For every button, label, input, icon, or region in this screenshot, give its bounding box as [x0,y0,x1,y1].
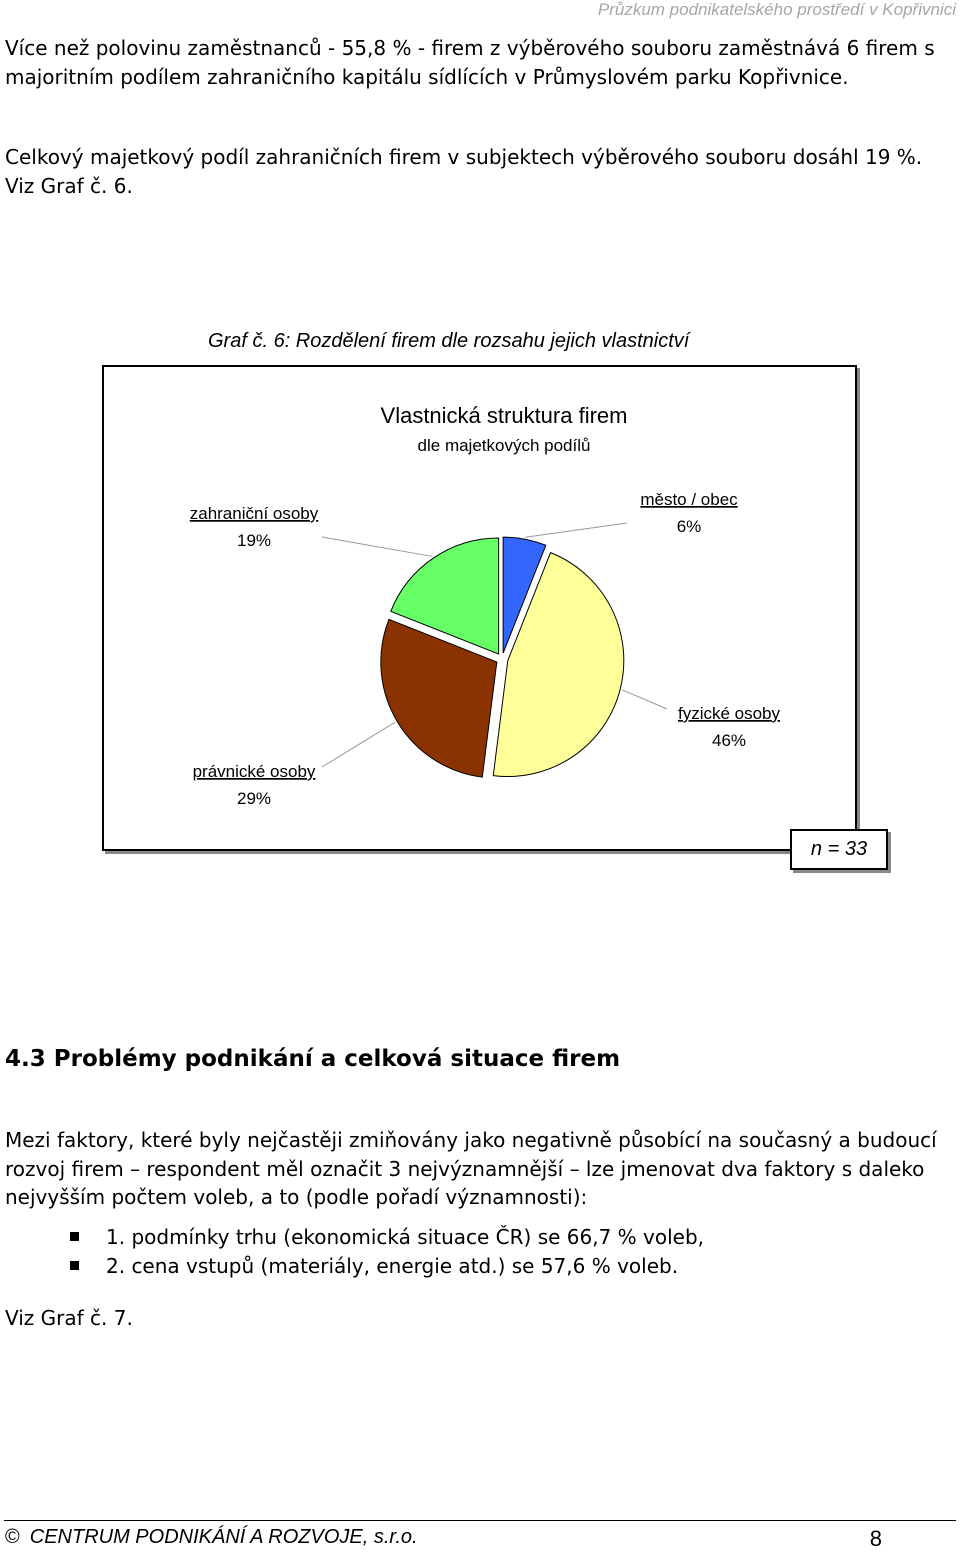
bullet-icon [70,1261,79,1270]
slice-label: město / obec [640,490,738,509]
slice-value-label: 29% [236,789,272,808]
figure-caption: Graf č. 6: Rozdělení firem dle rozsahu jejich vlastnictví [208,330,690,352]
slice-value-label: 46% [711,731,747,750]
leader-line [322,537,432,556]
list-item-text: 1. podmínky trhu (ekonomická situace ČR) se 66,7 % voleb, [106,1225,705,1249]
copyright-icon: © [5,1526,20,1548]
factor-list [68,1223,704,1280]
page-number: 8 [869,1526,882,1551]
slice-value-label: 19% [236,531,272,550]
bullet-icon [70,1232,79,1241]
running-header: Průzkum podnikatelského prostředí v Kopřivnici [597,0,956,19]
paragraph-employees: Více než polovinu zaměstnanců - 55,8 % - firem z výběrového souboru zaměstnává 6 firem s majoritním podílem zahraničního kapitálu sídlících v Průmyslovém parku Kopřivnice. [5,36,935,89]
sample-size-box [790,829,888,870]
list-item [68,1252,704,1281]
slice-label: zahraniční osoby [189,504,319,523]
footer-company-name: CENTRUM PODNIKÁNÍ A ROZVOJE, s.r.o. [29,1526,418,1548]
leader-line [322,722,395,767]
paragraph-foreign-share: Celkový majetkový podíl zahraničních firem v subjektech výběrového souboru dosáhl 19 %. Viz Graf č. 6. [5,145,923,198]
footer-company [5,1526,418,1549]
slice-value-label: 6% [676,517,702,536]
pie-chart [104,367,855,849]
sample-size-label: n = 33 [810,838,868,860]
chart-title: Vlastnická struktura firem [380,403,628,428]
leader-line [622,690,667,709]
slice-label: fyzické osoby [677,704,781,723]
paragraph-factors: Mezi faktory, které byly nejčastěji zmiňovány jako negativně působící na současný a budoucí rozvoj firem – respondent měl označit 3 nejvýznamnější – lze jmenovat dva faktory s daleko nejvyšším počtem voleb, a to (podle pořadí významnosti): [5,1128,937,1209]
leader-line [525,523,627,537]
chart-subtitle: dle majetkových podílů [417,436,591,455]
section-heading: 4.3 Problémy podnikání a celková situace firem [5,1046,621,1072]
list-item-text: 2. cena vstupů (materiály, energie atd.) se 57,6 % voleb. [106,1253,679,1278]
paragraph-see-graph: Viz Graf č. 7. [5,1306,133,1330]
chart-frame [102,365,857,851]
footer-divider [4,1520,956,1521]
slice-label: právnické osoby [192,762,316,781]
list-item [68,1223,704,1252]
